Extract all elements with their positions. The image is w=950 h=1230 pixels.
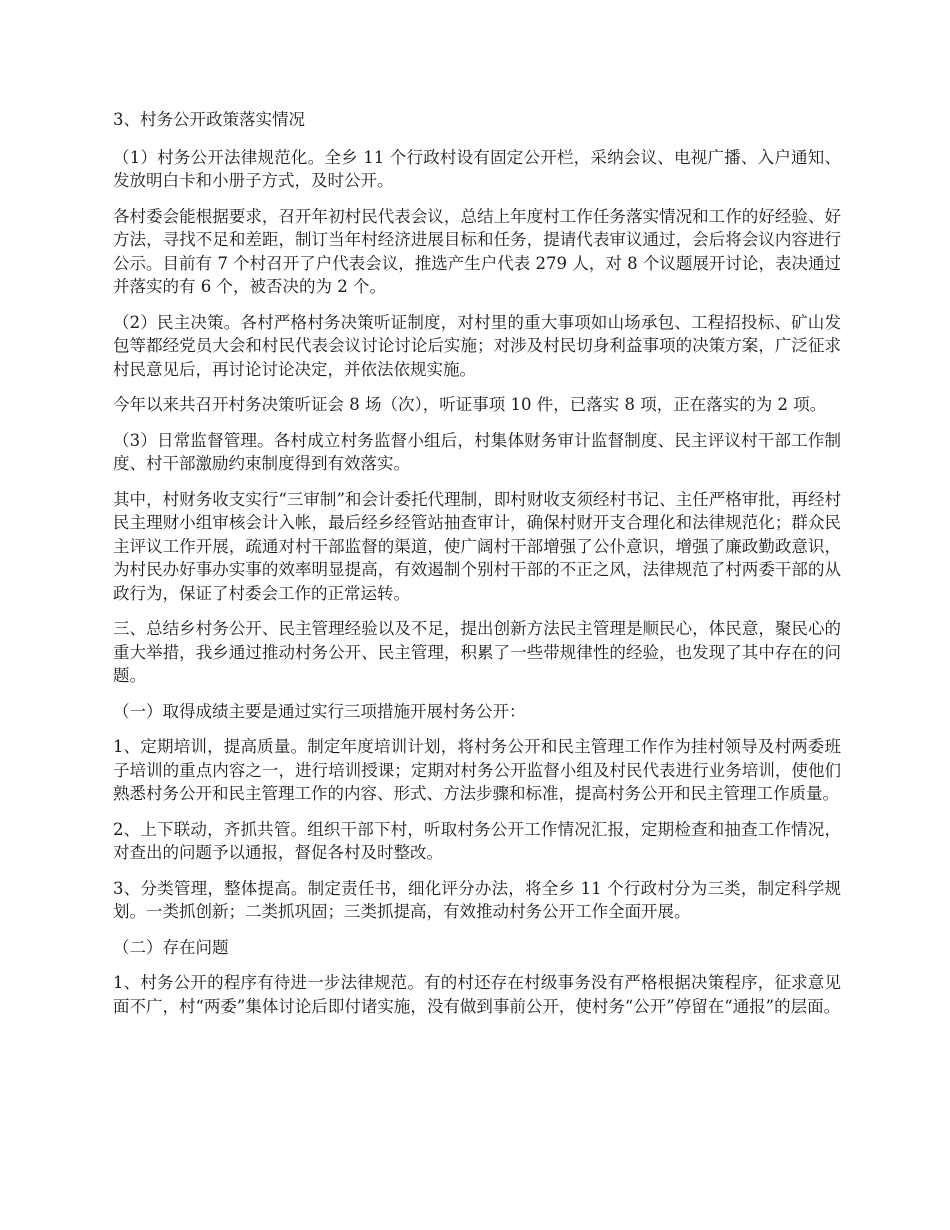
paragraph: 三、总结乡村务公开、民主管理经验以及不足，提出创新方法民主管理是顺民心，体民意，聚民心的重大举措，我乡通过推动村务公开、民主管理，积累了一些带规律性的经验，也发现了其中存在的问题。 (113, 619, 841, 685)
subheading: （一）取得成绩主要是通过实行三项措施开展村务公开： (113, 701, 526, 721)
section-heading: 3、村务公开政策落实情况 (113, 110, 305, 129)
paragraph: （3）日常监督管理。各村成立村务监督小组后，村集体财务审计监督制度、民主评议村干部工作制度、村干部激励约束制度得到有效落实。 (113, 430, 841, 473)
subheading: （二）存在问题 (113, 937, 229, 957)
paragraph: 今年以来共召开村务决策听证会 8 场（次），听证事项 10 件，已落实 8 项，正在落实的为 2 项。 (113, 395, 827, 414)
paragraph: 各村委会能根据要求，召开年初村民代表会议，总结上年度村工作任务落实情况和工作的好经验、好方法，寻找不足和差距，制订当年村经济进展目标和任务，提请代表审议通过，会后将会议内容进行公示。目前有 7 个村召开了户代表会议，推选产生户代表 279 人，对 8 个议题展开讨论，表决通过并落实的有 6 个，被否决的为 2 个。 (113, 206, 841, 296)
paragraph: 2、上下联动，齐抓共管。组织干部下村，听取村务公开工作情况汇报，定期检查和抽查工作情况，对查出的问题予以通报，督促各村及时整改。 (113, 819, 841, 862)
paragraph: （1）村务公开法律规范化。全乡 11 个行政村设有固定公开栏，采纳会议、电视广播、入户通知、发放明白卡和小册子方式，及时公开。 (113, 147, 841, 190)
document-body (113, 108, 841, 1030)
paragraph: （2）民主决策。各村严格村务决策听证制度，对村里的重大事项如山场承包、工程招投标、矿山发包等都经党员大会和村民代表会议讨论讨论后实施；对涉及村民切身利益事项的决策方案，广泛征求村民意见后，再讨论讨论决定，并依法依规实施。 (113, 312, 841, 379)
paragraph: 1、村务公开的程序有待进一步法律规范。有的村还存在村级事务没有严格根据决策程序，征求意见面不广，村“两委”集体讨论后即付诸实施，没有做到事前公开，使村务“公开”停留在“通报”的层面。 (113, 973, 841, 1016)
paragraph: 3、分类管理，整体提高。制定责任书，细化评分办法，将全乡 11 个行政村分为三类，制定科学规划。一类抓创新；二类抓巩固；三类抓提高，有效推动村务公开工作全面开展。 (113, 878, 841, 921)
paragraph: 1、定期培训，提高质量。制定年度培训计划，将村务公开和民主管理工作作为挂村领导及村两委班子培训的重点内容之一，进行培训授课；定期对村务公开监督小组及村民代表进行业务培训，使他们熟悉村务公开和民主管理工作的内容、形式、方法步骤和标准，提高村务公开和民主管理工作质量。 (113, 737, 841, 803)
paragraph: 其中，村财务收支实行“三审制”和会计委托代理制，即村财收支须经村书记、主任严格审批，再经村民主理财小组审核会计入帐，最后经乡经管站抽查审计，确保村财开支合理化和法律规范化；群众民主评议工作开展，疏通对村干部监督的渠道，使广阔村干部增强了公仆意识，增强了廉政勤政意识，为村民办好事办实事的效率明显提高，有效遏制个别村干部的不正之风，法律规范了村两委干部的从政行为，保证了村委会工作的正常运转。 (113, 489, 841, 603)
